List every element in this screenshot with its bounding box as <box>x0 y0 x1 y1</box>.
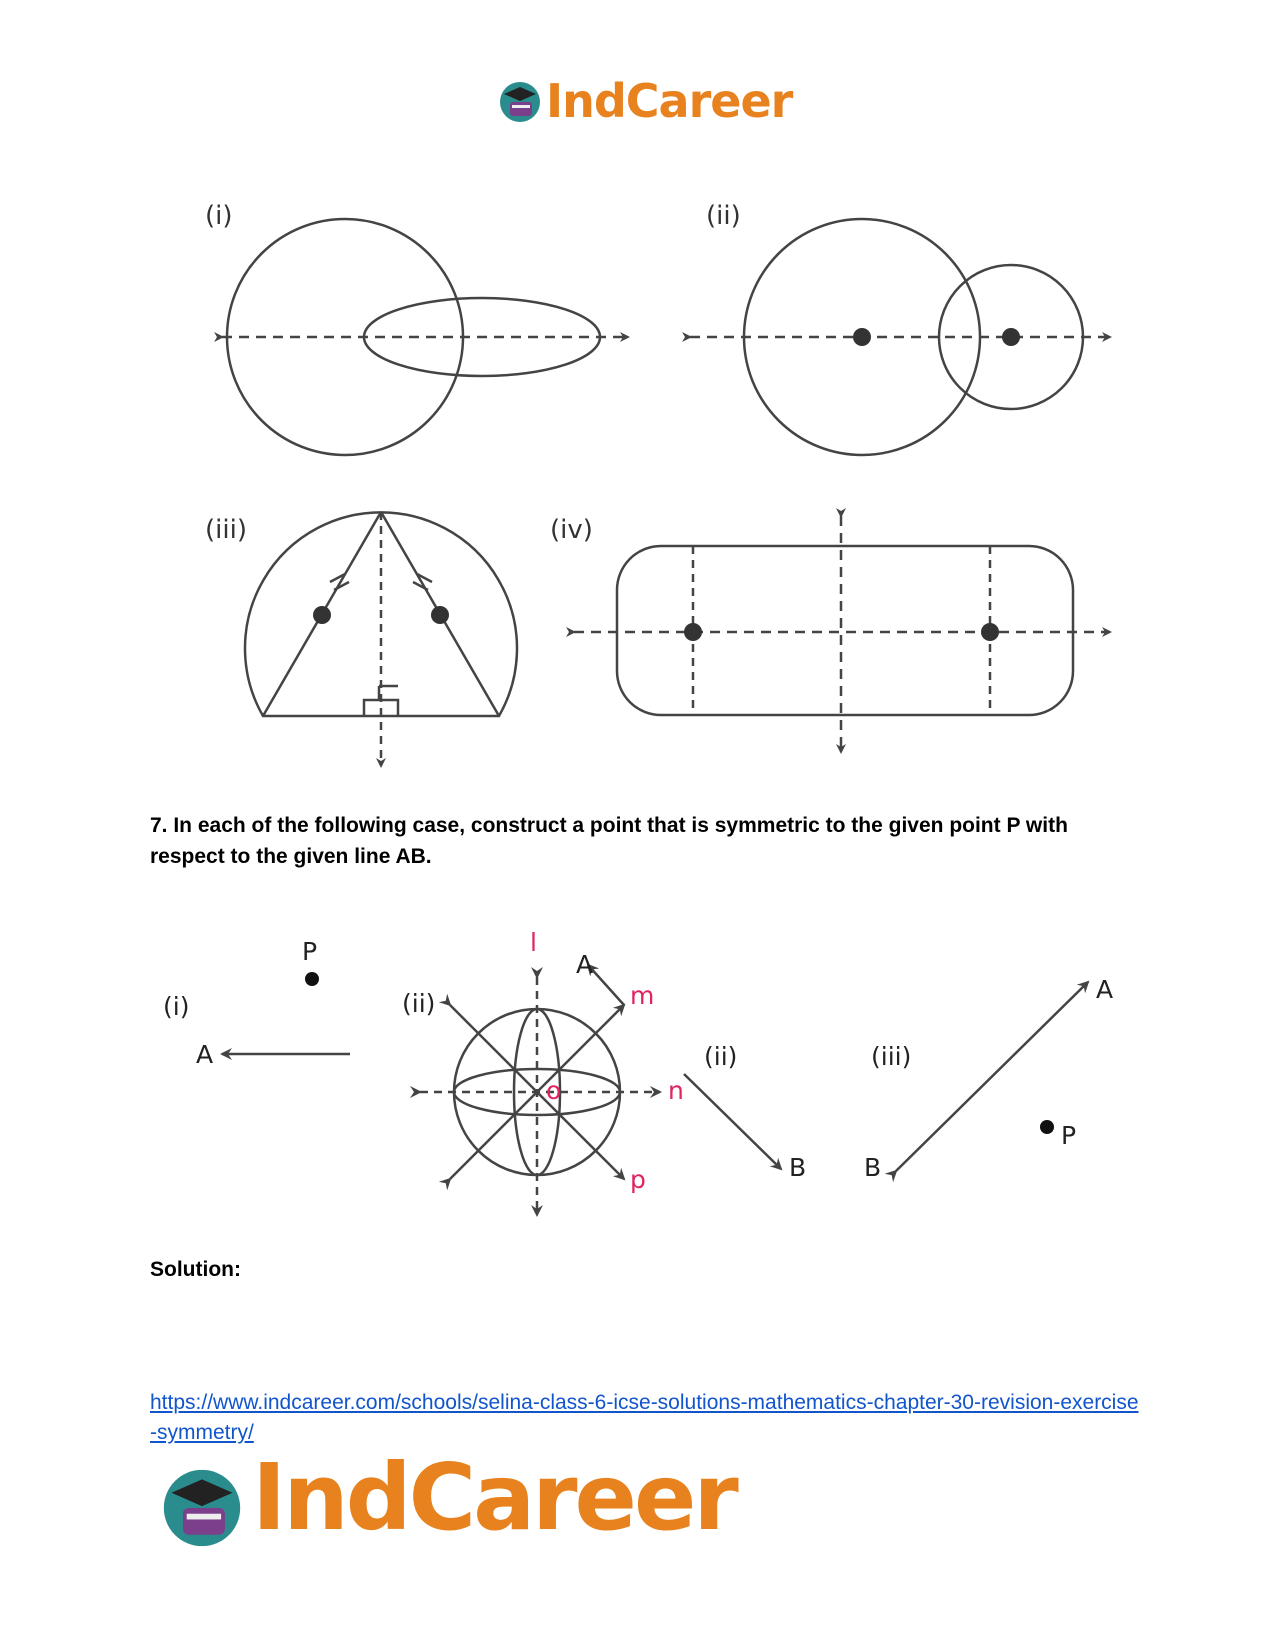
fig7-label-ii-sphere: (ii) <box>402 989 436 1018</box>
fig7-label-i: (i) <box>163 992 190 1021</box>
graduation-cap-icon <box>498 80 542 124</box>
source-link[interactable]: https://www.indcareer.com/schools/selina-class-6-icse-solutions-mathematics-chapter-30-revision-exercise-symmetry/ <box>150 1391 1139 1444</box>
point-a-label-i: A <box>196 1040 214 1069</box>
fig6-label-i: (i) <box>205 201 233 231</box>
symmetry-figures-q6 <box>0 180 1275 770</box>
fig7-label-iii: (iii) <box>871 1042 912 1071</box>
axis-n-label: n <box>668 1076 684 1105</box>
axis-m-label: m <box>630 981 655 1010</box>
point-b-label-iii: B <box>864 1153 882 1182</box>
symmetry-figures-q7 <box>0 915 1275 1225</box>
axis-p-label: p <box>630 1165 646 1194</box>
center-o-label: o <box>546 1076 562 1105</box>
question-7: 7. In each of the following case, construct a point that is symmetric to the given point P with respect to the given line AB. <box>150 814 1068 868</box>
logo-text: IndCareer <box>546 74 793 128</box>
axis-l-label: l <box>530 928 537 957</box>
point-p-label-iii: P <box>1061 1121 1077 1150</box>
fig6-label-iv: (iv) <box>550 515 593 545</box>
point-b-label-ii: B <box>789 1153 807 1182</box>
solution-label: Solution: <box>150 1258 241 1281</box>
logo-text: IndCareer <box>252 1444 736 1551</box>
point-p-label-i: P <box>302 937 318 966</box>
fig7-label-ii: (ii) <box>704 1042 738 1071</box>
point-a-label-ii: A <box>576 950 594 979</box>
header-logo <box>498 74 798 128</box>
point-a-label-iii: A <box>1096 975 1114 1004</box>
fig6-label-ii: (ii) <box>706 201 741 231</box>
graduation-cap-icon <box>160 1466 244 1550</box>
fig6-label-iii: (iii) <box>205 515 247 545</box>
footer-logo <box>160 1444 736 1558</box>
